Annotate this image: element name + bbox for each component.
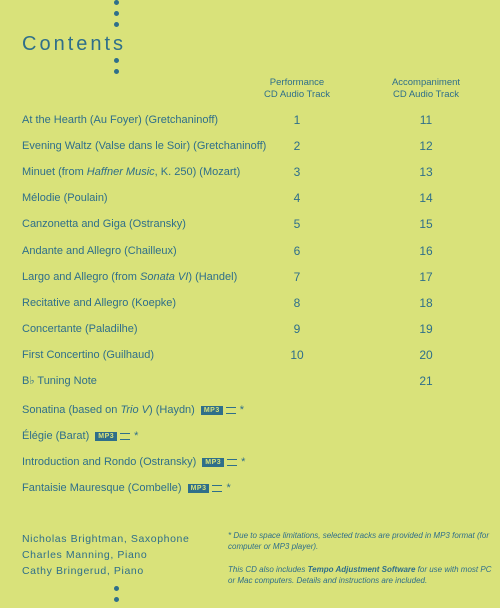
performance-track-number: 10 <box>290 347 304 362</box>
track-title: Minuet (from <box>22 166 87 179</box>
accompaniment-header-line1: Accompaniment <box>391 77 461 88</box>
software-note-text-end: for use with most PC or Mac computers. Details and instructions are included. <box>228 565 492 585</box>
track-row <box>22 348 154 362</box>
performance-track-number: 6 <box>293 243 301 258</box>
mp3-lines-icon <box>120 433 130 440</box>
mp3-badge-icon: MP3 <box>95 432 117 441</box>
track-title-italic: Haffner Music <box>86 166 155 179</box>
track-row <box>22 244 177 258</box>
track-title-italic: Sonata VI <box>140 270 189 283</box>
performance-track-number: 7 <box>293 269 301 284</box>
mp3-lines-icon <box>226 407 236 414</box>
track-title: Recitative and Allegro (Koepke) <box>22 296 177 309</box>
performance-track-number: 2 <box>293 139 301 154</box>
mp3-lines-icon <box>212 485 222 492</box>
track-title: Introduction and Rondo (Ostransky) <box>22 456 197 468</box>
track-title-end: , K. 250) (Mozart) <box>154 166 241 179</box>
performance-track-number: 9 <box>293 321 301 336</box>
top-dot-ornament <box>114 0 120 33</box>
track-row <box>22 270 237 284</box>
credit-line: Charles Manning, Piano <box>22 549 148 561</box>
track-title: Élégie (Barat) <box>22 430 90 442</box>
accompaniment-track-number: 21 <box>419 374 433 388</box>
track-title: Evening Waltz (Valse dans le Soir) (Gretchaninoff) <box>22 140 267 153</box>
mp3-badge-icon: MP3 <box>188 484 210 493</box>
track-row <box>22 165 240 179</box>
performance-track-number: 4 <box>293 191 301 206</box>
performance-track-number: 3 <box>293 165 301 180</box>
track-row <box>22 139 266 153</box>
performance-header-line1: Performance <box>269 77 325 88</box>
bottom-dot-ornament <box>114 586 120 608</box>
accompaniment-track-number: 17 <box>419 269 433 284</box>
track-title: Mélodie (Poulain) <box>22 192 108 205</box>
track-title: Largo and Allegro (from <box>22 270 141 283</box>
track-title: Andante and Allegro (Chailleux) <box>22 244 177 257</box>
performer-credits <box>22 531 189 579</box>
mp3-track-row <box>22 429 138 443</box>
footnote-asterisk: * <box>241 456 246 468</box>
footnote-asterisk: * <box>239 404 245 416</box>
accompaniment-track-number: 19 <box>419 321 433 336</box>
performance-track-number <box>282 374 312 388</box>
track-title-end: ) (Haydn) <box>149 404 195 416</box>
accompaniment-column-header <box>371 77 481 101</box>
track-title: Canzonetta and Giga (Ostransky) <box>22 218 186 231</box>
accompaniment-track-number: 14 <box>419 191 433 206</box>
accompaniment-track-number: 20 <box>419 347 433 362</box>
footnote-asterisk: * <box>134 430 139 442</box>
track-row <box>22 296 176 310</box>
software-note-text: This CD also includes <box>228 565 308 574</box>
track-title: Sonatina (based on <box>22 404 121 416</box>
mp3-badge-icon: MP3 <box>201 406 223 415</box>
performance-header-line2: CD Audio Track <box>264 89 330 100</box>
track-row <box>22 217 186 231</box>
accompaniment-header-line2: CD Audio Track <box>393 89 459 100</box>
accompaniment-track-number: 13 <box>419 165 433 180</box>
performance-column-header <box>242 77 352 101</box>
performance-track-number: 1 <box>293 113 301 127</box>
page-title: Contents <box>22 33 127 55</box>
footnote-asterisk: * <box>226 482 231 494</box>
track-row <box>22 322 138 336</box>
mp3-track-row <box>22 403 244 417</box>
track-title: Concertante (Paladilhe) <box>22 322 138 335</box>
title-dot-ornament <box>114 58 120 80</box>
mp3-track-row <box>22 481 231 495</box>
accompaniment-track-number: 11 <box>419 113 433 127</box>
accompaniment-track-number: 15 <box>419 217 433 232</box>
performance-track-number: 5 <box>293 217 301 232</box>
track-row <box>22 191 108 205</box>
mp3-footnote: * Due to space limitations, selected tracks are provided in MP3 format (for computer or MP3 player). <box>228 531 489 551</box>
software-note-bold: Tempo Adjustment Software <box>307 565 416 574</box>
credit-line: Nicholas Brightman, Saxophone <box>22 533 190 545</box>
accompaniment-track-number: 18 <box>419 295 433 310</box>
track-title: Fantaisie Mauresque (Combelle) <box>22 482 182 494</box>
mp3-track-row <box>22 455 245 469</box>
track-title: B♭ Tuning Note <box>22 375 97 387</box>
track-title: At the Hearth (Au Foyer) (Gretchaninoff) <box>22 114 219 126</box>
mp3-lines-icon <box>227 459 237 466</box>
performance-track-number: 8 <box>293 295 301 310</box>
track-row <box>22 374 97 388</box>
accompaniment-track-number: 16 <box>419 243 433 258</box>
credit-line: Cathy Bringerud, Piano <box>22 565 144 577</box>
track-row <box>22 113 218 127</box>
track-title: First Concertino (Guilhaud) <box>22 348 155 361</box>
accompaniment-track-number: 12 <box>419 139 433 154</box>
track-title-italic: Trio V <box>120 404 149 416</box>
software-note <box>228 564 494 586</box>
mp3-badge-icon: MP3 <box>202 458 224 467</box>
track-title-end: ) (Handel) <box>188 270 238 283</box>
